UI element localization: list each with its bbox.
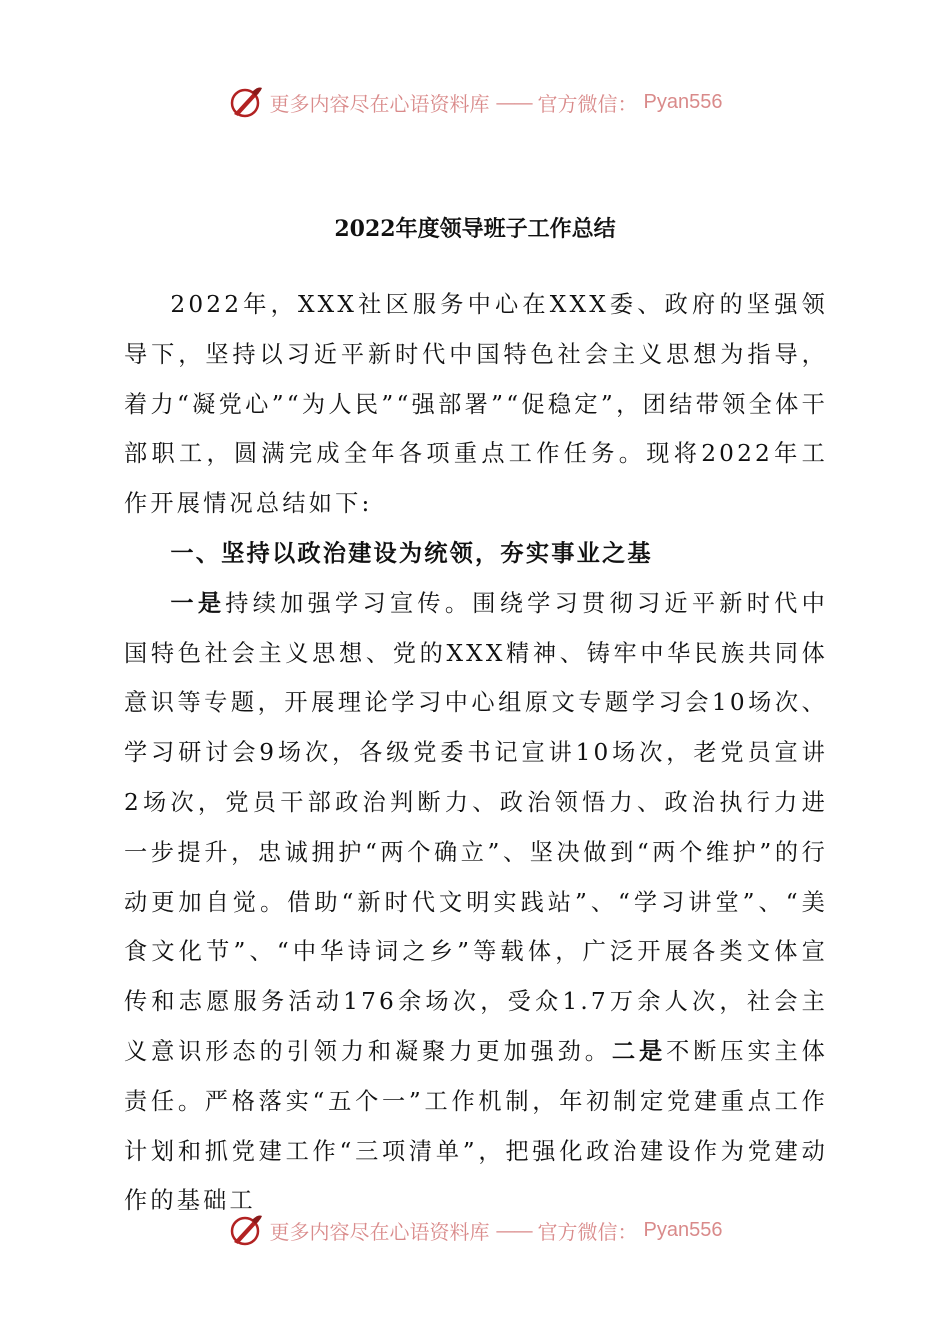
quill-logo-icon: [228, 84, 264, 120]
banner-text: 更多内容尽在心语资料库: [269, 1219, 490, 1244]
watermark-banner-top: [0, 82, 950, 122]
paragraph-text-1: 持续加强学习宣传。围绕学习贯彻习近平新时代中国特色社会主义思想、党的XXX精神、铸牢中华民族共同体意识等专题，开展理论学习中心组原文专题学习会10场次、学习研讨会9场次，各级党委书记宣讲10场次，老党员宣讲2场次，党员干部政治判断力、政治领悟力、政治执行力进一步提升，忠诚拥护“两个确立”、坚决做到“两个维护”的行动更加自觉。借助“新时代文明实践站”、“学习讲堂”、“美食文化节”、“中华诗词之乡”等载体，广泛开展各类文体宣传和志愿服务活动176余场次，受众1.7万余人次，社会主义意识形态的引领力和凝聚力更加强劲。: [124, 589, 828, 1065]
section-paragraph: [124, 579, 828, 1226]
banner-dash: ——: [495, 90, 532, 114]
document-body: [124, 280, 828, 1226]
banner-wechat-id: Pyan556: [643, 1218, 723, 1241]
document-title: 2022年度领导班子工作总结: [334, 216, 616, 242]
lead-marker-1: 一是: [170, 589, 226, 617]
intro-paragraph: 2022年，XXX社区服务中心在XXX委、政府的坚强领导下，坚持以习近平新时代中国特色社会主义思想为指导，着力“凝党心”“为人民”“强部署”“促稳定”，团结带领全体干部职工，圆满完成全年各项重点工作任务。现将2022年工作开展情况总结如下:: [124, 291, 828, 518]
banner-wechat-label: 官方微信：: [537, 1219, 638, 1244]
paragraph-text-2: 不断压实主体责任。严格落实“五个一”工作机制，年初制定党建重点工作计划和抓党建工作“三项清单”，把强化政治建设作为党建动作的基础工: [124, 1037, 828, 1215]
banner-wechat-id: Pyan556: [643, 90, 723, 113]
banner-wechat-label: 官方微信：: [537, 91, 638, 116]
section-heading: 一、坚持以政治建设为统领，夯实事业之基: [170, 539, 653, 567]
lead-marker-2: 二是: [611, 1037, 667, 1065]
banner-text: 更多内容尽在心语资料库: [269, 91, 490, 116]
quill-logo-icon: [228, 1212, 264, 1248]
watermark-banner-bottom: [0, 1210, 950, 1250]
banner-dash: ——: [495, 1218, 532, 1242]
